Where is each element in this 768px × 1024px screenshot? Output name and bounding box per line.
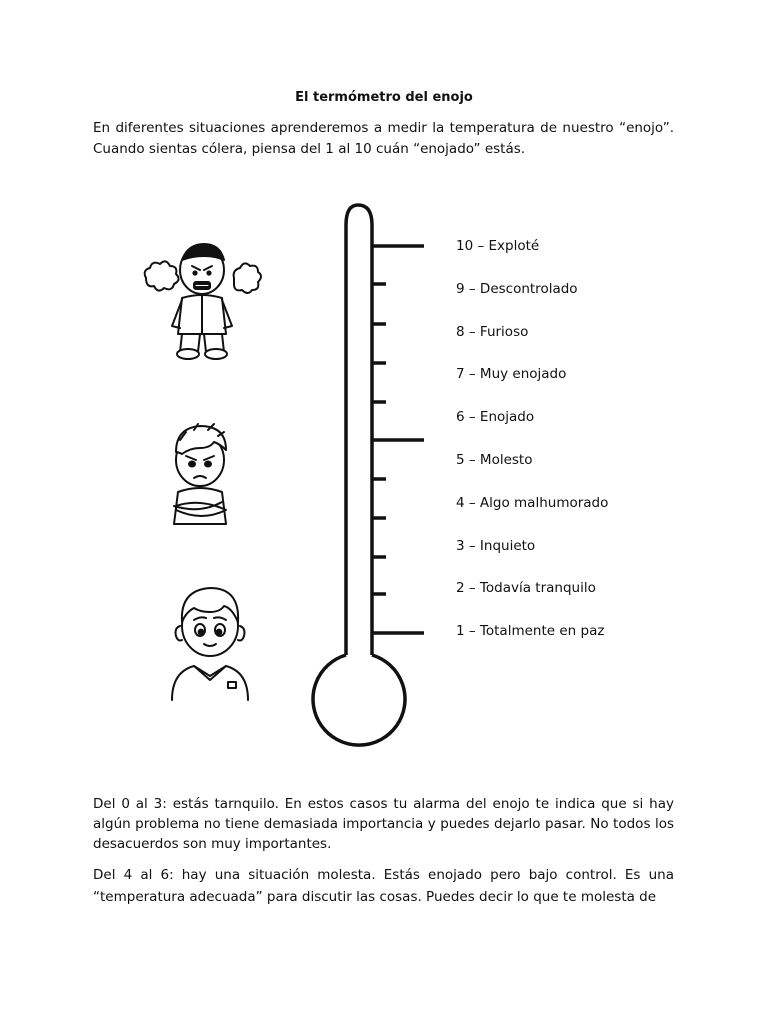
scale-label-2: 2 – Todavía tranquilo: [456, 580, 596, 597]
angry-boy-icon: [140, 238, 265, 363]
scale-label-7: 7 – Muy enojado: [456, 366, 567, 383]
page-title: El termómetro del enojo: [295, 90, 473, 105]
scale-label-4: 4 – Algo malhumorado: [456, 494, 609, 511]
paragraph-4-6: Del 4 al 6: hay una situación molesta. Estás enojado pero bajo control. Es una “temperatura adecuada” para discutir las cosas. Puedes decir lo que te molesta de: [93, 867, 674, 905]
calm-boy-icon: [168, 582, 253, 702]
scale-label-9: 9 – Descontrolado: [456, 280, 578, 297]
scale-label-3: 3 – Inquieto: [456, 537, 536, 554]
scale-label-8: 8 – Furioso: [456, 323, 529, 340]
grumpy-boy-icon: [160, 422, 245, 532]
thermometer: [310, 195, 430, 765]
scale-label-10: 10 – Exploté: [456, 238, 540, 254]
scale-label-5: 5 – Molesto: [456, 452, 533, 468]
intro-paragraph: En diferentes situaciones aprenderemos a medir la temperatura de nuestro “enojo”. Cuando sientas cólera, piensa del 1 al 10 cuán “enojado” estás.: [93, 120, 674, 157]
paragraph-0-3: Del 0 al 3: estás tarnquilo. En estos casos tu alarma del enojo te indica que si hay algún problema no tiene demasiada importancia y puedes dejarlo pasar. No todos los desacuerdos son muy importantes.: [93, 796, 674, 852]
scale-label-1: 1 – Totalmente en paz: [456, 623, 605, 640]
scale-label-6: 6 – Enojado: [456, 409, 535, 426]
